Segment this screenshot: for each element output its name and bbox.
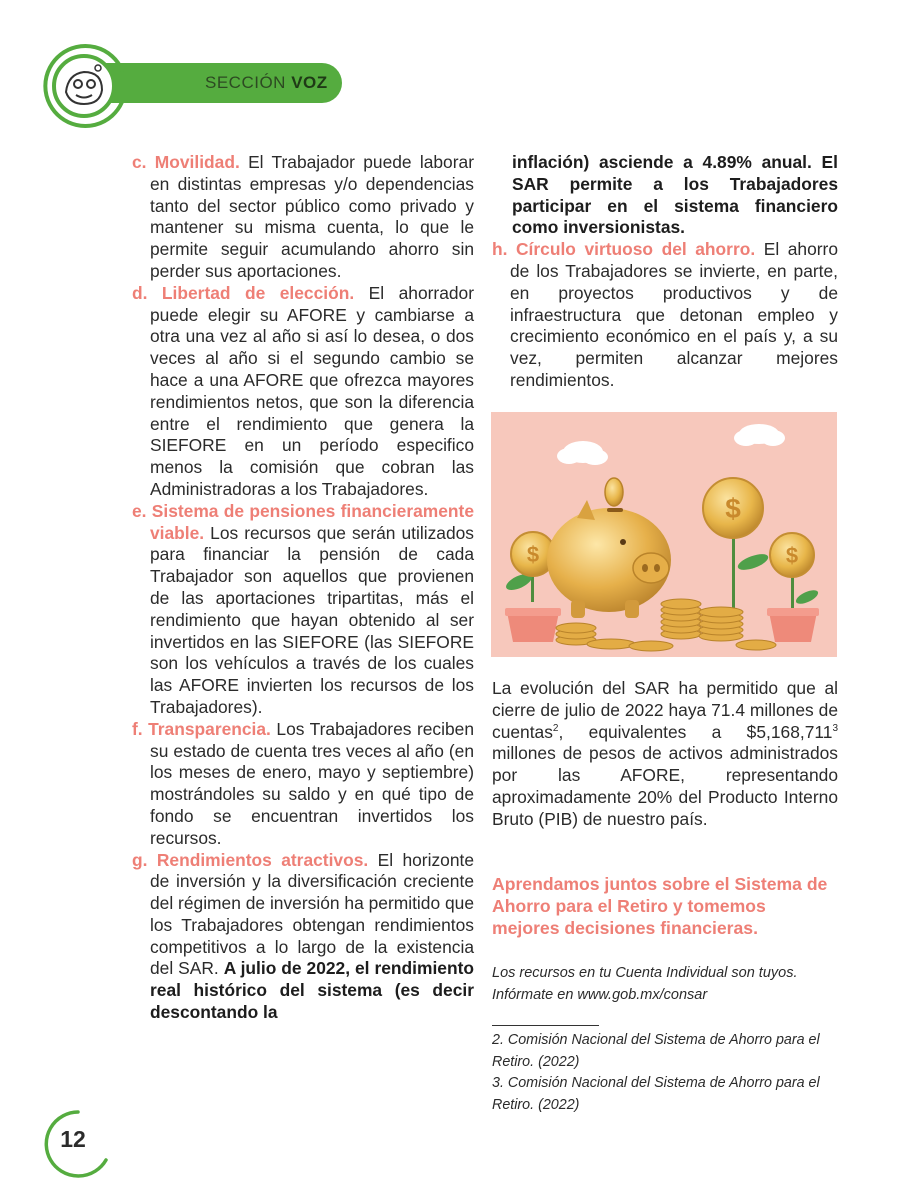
- item-text: Los recursos que serán utilizados para financiar la pensión de cada Trabajador son aquellos que provienen de las aportaciones tripartitas, más el rendimiento que hayan obtenido al ser invertidos en las SIEFORE (las SIEFORE son los vehículos a través de los cuales las AFORE invierten los recursos de los Trabajadores).: [150, 522, 474, 717]
- footnote-item: 3. Comisión Nacional del Sistema de Ahorro para el Retiro. (2022): [492, 1075, 820, 1113]
- item-circulo-virtuoso: [492, 239, 838, 392]
- ownership-note: [492, 963, 838, 1006]
- evolution-paragraph: [492, 678, 838, 831]
- evolution-part-3: millones de pesos de activos administrados por las AFORE, representando aproximadamente 20% del Producto Interno Bruto (PIB) de nuestro país.: [492, 743, 838, 829]
- evolution-part-1: La evolución del SAR ha permitido que al cierre de julio de 2022 haya 71.4 millones de cuentas: [492, 678, 838, 742]
- item-text: El Trabajador puede laborar en distintas empresas y/o dependencias tanto del sector público como privado y mantener su misma cuenta, lo que le permite seguir acumulando ahorro sin perder sus aportaciones.: [150, 152, 474, 281]
- dollar-symbol: $: [785, 543, 799, 568]
- section-prefix: SECCIÓN: [205, 73, 286, 92]
- item-label: c. Movilidad.: [132, 152, 240, 172]
- item-text: El ahorro de los Trabajadores se invierte, en parte, en proyectos productivos y de infraestructura que detonan empleo y crecimiento económico en el país y, a su vez, permiten alcanzar mejores rendimientos.: [510, 239, 838, 390]
- item-bold-text: A julio de 2022, el rendimiento real histórico del sistema (es decir descontando la: [150, 958, 474, 1023]
- ownership-line-2: Infórmate en www.gob.mx/consar: [492, 986, 708, 1003]
- item-label: e. Sistema de pensiones financieramente viable.: [132, 500, 474, 543]
- footnote-ref-2: 2: [552, 722, 559, 734]
- item-libertad-eleccion: [132, 283, 474, 501]
- item-movilidad: [132, 152, 474, 283]
- mascot-logo-icon: [38, 40, 130, 132]
- section-label: [205, 72, 328, 94]
- item-label: d. Libertad de elección.: [132, 282, 355, 303]
- item-transparencia: [132, 719, 474, 850]
- section-name: VOZ: [291, 73, 328, 92]
- evolution-part-2: , equivalentes a $5,168,711: [558, 721, 833, 742]
- evolution-text: [492, 678, 838, 831]
- item-sistema-pensiones: [132, 501, 474, 719]
- footnote-divider: [492, 1025, 599, 1026]
- item-rendimientos-continued: [492, 152, 838, 239]
- footnote-item: 2. Comisión Nacional del Sistema de Ahorro para el Retiro. (2022): [492, 1032, 820, 1070]
- item-text: El ahorrador puede elegir su AFORE y cambiarse a otra una vez al año si así lo desea, o dos veces al año si el segundo cambio se hace a una AFORE que ofrezca mayores rendimientos netos, que son la diferencia entre el rendimiento que genera la SIEFORE en un período especifico menos la comisión que cobran las Administradoras a los Trabajadores.: [150, 282, 475, 499]
- footnotes: [492, 1030, 838, 1116]
- piggy-bank-coins-image: [491, 412, 837, 657]
- ownership-line-1: Los recursos en tu Cuenta Individual son tuyos.: [492, 965, 798, 981]
- piggy-bank-illustration: [491, 412, 837, 657]
- item-text: El horizonte de inversión y la diversificación creciente del régimen de inversión ha permitido que los Trabajadores obtengan rendimientos competitivos a lo largo de la existencia del SAR.: [150, 849, 474, 979]
- call-to-action: Aprendamos juntos sobre el Sistema de Ahorro para el Retiro y tomemos mejores decisiones financieras.: [492, 874, 828, 938]
- item-label: f. Transparencia.: [132, 718, 271, 739]
- dollar-symbol: $: [725, 493, 741, 524]
- item-text: Los Trabajadores reciben su estado de cuenta tres veces al año (en los meses de enero, mayo y septiembre) mostrándoles su saldo y en qué tipo de fondo se encuentran invertidos los recursos.: [150, 718, 474, 848]
- item-label: h. Círculo virtuoso del ahorro.: [492, 239, 756, 260]
- footnote-ref-3: 3: [832, 722, 838, 734]
- item-rendimientos: [132, 850, 474, 1024]
- item-bold-text: inflación) asciende a 4.89% anual. El SAR permite a los Trabajadores participar en el sistema financiero como inversionistas.: [512, 152, 838, 238]
- left-column: [132, 152, 474, 1024]
- page-number: 12: [60, 1126, 86, 1152]
- right-column: [492, 152, 838, 392]
- dollar-symbol: $: [526, 542, 540, 567]
- item-label: g. Rendimientos atractivos.: [132, 849, 369, 870]
